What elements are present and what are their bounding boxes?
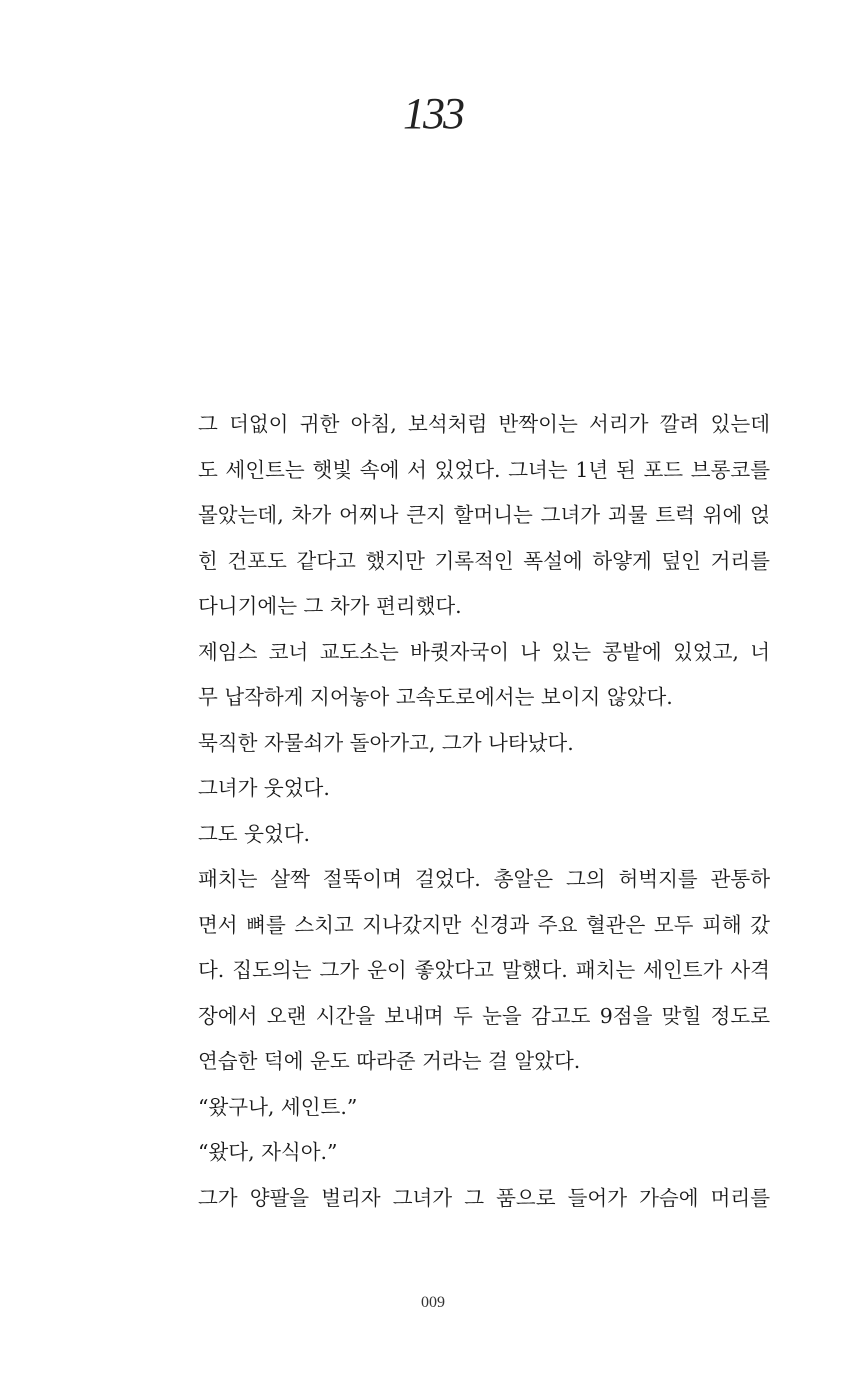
text-line: 묵직한 자물쇠가 돌아가고, 그가 나타났다.	[198, 730, 574, 755]
text-line: 연습한 덕에 운도 따라준 거라는 걸 알았다.	[198, 1049, 581, 1073]
text-line: 패치는 살짝 절뚝이며 걸었다. 총알은 그의 허벅지를 관통하	[198, 867, 770, 891]
text-line: 면서 뼈를 스치고 지나갔지만 신경과 주요 혈관은 모두 피해 갔	[198, 912, 770, 937]
text-line: 힌 건포도 같다고 했지만 기록적인 폭설에 하얗게 덮인 거리를	[198, 548, 770, 573]
text-line: 그 더없이 귀한 아침, 보석처럼 반짝이는 서리가 깔려 있는데	[198, 412, 770, 436]
paragraph	[166, 721, 770, 767]
paragraph	[166, 1176, 770, 1222]
paragraph	[166, 1085, 770, 1131]
text-line: 다니기에는 그 차가 편리했다.	[198, 594, 462, 618]
text-line: 무 납작하게 지어놓아 고속도로에서는 보이지 않았다.	[198, 685, 673, 709]
text-line: 장에서 오랜 시간을 보내며 두 눈을 감고도 9점을 맞힐 정도로	[198, 1003, 770, 1028]
page-number: 009	[421, 1294, 445, 1311]
paragraph	[166, 812, 770, 858]
paragraph	[166, 766, 770, 812]
chapter-number: 133	[403, 89, 463, 138]
text-line: “왔구나, 세인트.”	[198, 1094, 358, 1119]
text-line: 제임스 코너 교도소는 바큇자국이 나 있는 콩밭에 있었고, 너	[198, 639, 770, 664]
text-line: 다. 집도의는 그가 운이 좋았다고 말했다. 패치는 세인트가 사격	[198, 958, 770, 982]
text-line: 몰았는데, 차가 어찌나 큰지 할머니는 그녀가 괴물 트럭 위에 얹	[198, 503, 770, 527]
text-line: 도 세인트는 햇빛 속에 서 있었다. 그녀는 1년 된 포드 브롱코를	[198, 457, 770, 482]
paragraph	[166, 857, 770, 1085]
paragraph	[166, 1130, 770, 1176]
text-line: 그가 양팔을 벌리자 그녀가 그 품으로 들어가 가슴에 머리를	[198, 1185, 770, 1210]
paragraph	[166, 630, 770, 721]
text-line: 그녀가 웃었다.	[198, 776, 330, 800]
text-line: “왔다, 자식아.”	[198, 1140, 338, 1164]
text-line: 그도 웃었다.	[198, 821, 311, 846]
body-text	[166, 402, 770, 1221]
paragraph	[166, 402, 770, 630]
